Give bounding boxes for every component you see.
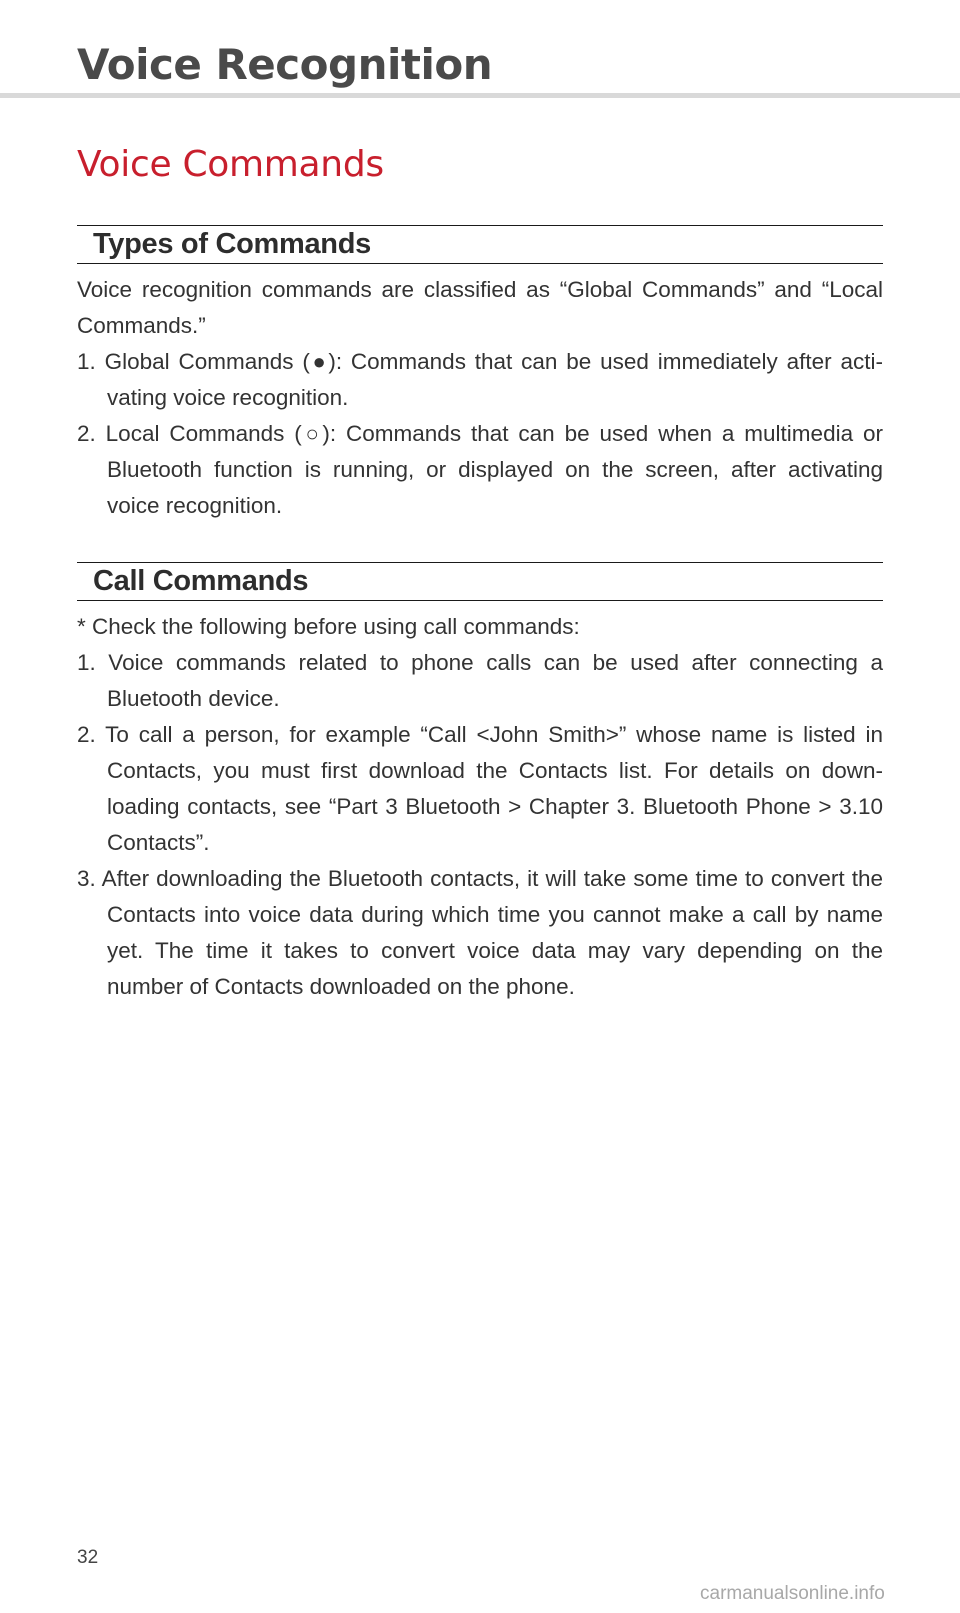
subheading-call-commands [77,562,883,601]
page-header [0,0,960,100]
intro-paragraph: Voice recognition commands are classified as “Global Commands” and “Local Commands.” [77,277,883,338]
header-divider [0,93,960,98]
chapter-title: Voice Recognition [77,40,493,89]
subheading-label: Call Commands [93,565,309,597]
list-item: 1. Voice commands related to phone calls can be used after connecting a Bluetooth device. [77,650,883,711]
subheading-types-of-commands [77,225,883,264]
list-item-local-commands [77,416,883,524]
hollow-circle-icon: ○ [301,421,323,446]
section-title: Voice Commands [77,144,384,185]
watermark: carmanualsonline.info [700,1583,885,1604]
list-item: 2. To call a person, for example “Call <John Smith>” whose name is listed in Contacts, you must first download the Contacts list. For details on downloading contacts, see “Part 3 Bluetooth > Chapter 3. Bluetooth Phone > 3.10 Contacts”. [77,722,883,855]
item-text: ): Commands that can be used immediately after activating voice recognition. [107,349,883,410]
filled-circle-icon: ● [309,349,329,374]
list-item-global-commands [77,344,883,416]
item-prefix: 2. Local Commands ( [77,421,302,446]
subheading-label: Types of Commands [93,228,371,260]
page-number: 32 [77,1547,99,1568]
item-text: ): Commands that can be used when a multimedia or Bluetooth function is running, or displayed on the screen, after activating voice recognition. [107,421,883,518]
types-of-commands-body [77,272,883,524]
item-prefix: 1. Global Commands ( [77,349,310,374]
call-commands-body [77,609,883,1005]
note-paragraph: * Check the following before using call commands: [77,614,580,639]
list-item: 3. After downloading the Bluetooth contacts, it will take some time to convert the Contacts into voice data during which time you cannot make a call by name yet. The time it takes to convert voice data may vary depending on the number of Contacts downloaded on the phone. [77,866,883,999]
